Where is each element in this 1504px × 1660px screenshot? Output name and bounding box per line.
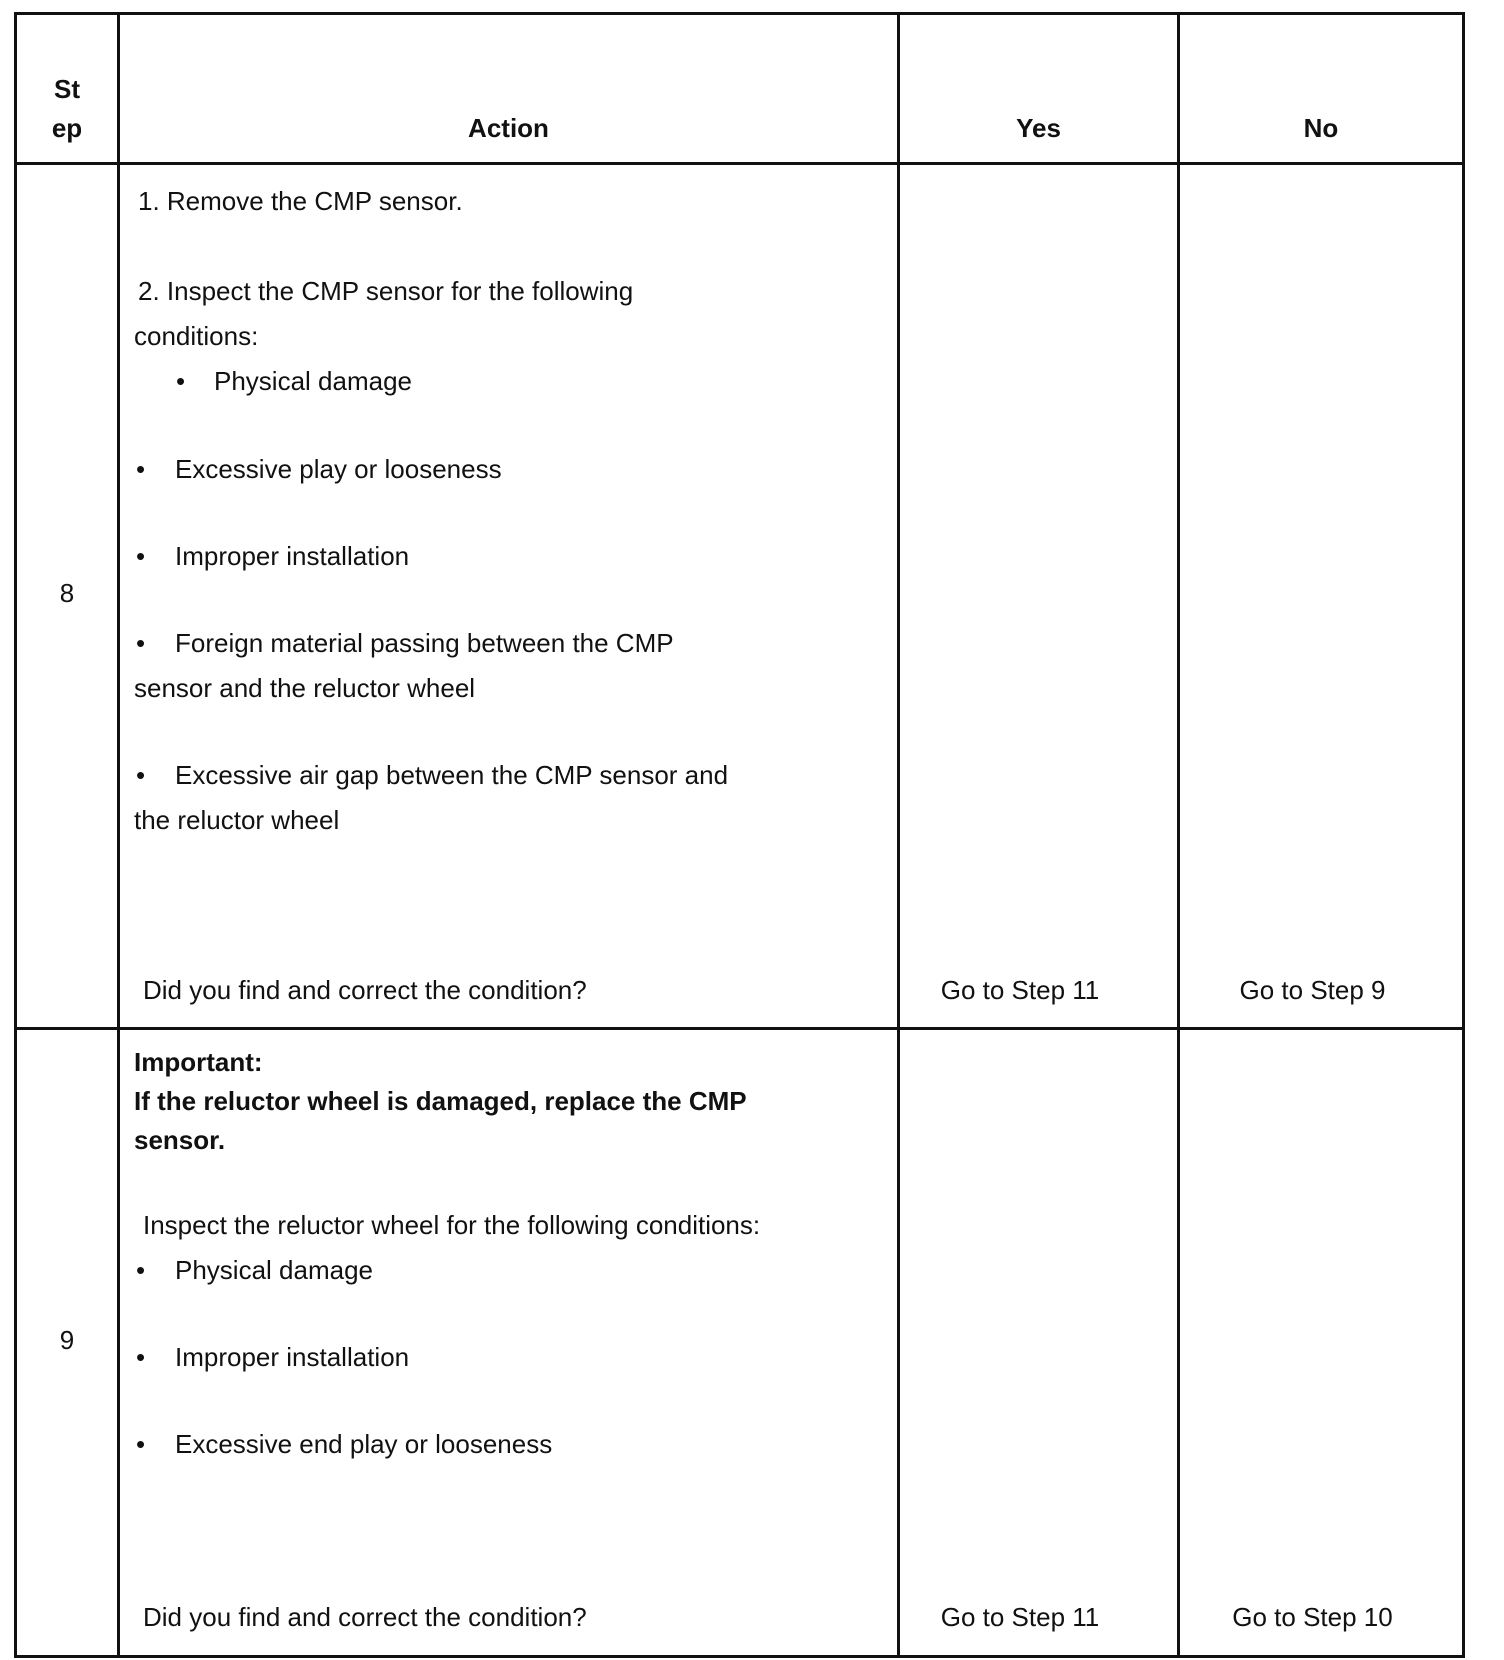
bullet-text: Physical damage bbox=[214, 366, 412, 396]
header-step-line2: ep bbox=[51, 113, 83, 143]
step-number: 9 bbox=[59, 1325, 75, 1355]
bullet-text: Improper installation bbox=[175, 1342, 410, 1372]
bullet-icon: • bbox=[136, 1429, 146, 1459]
column-divider-yes bbox=[1177, 12, 1180, 1658]
important-note: If the reluctor wheel is damaged, replace the CMP bbox=[134, 1086, 747, 1116]
important-label: Important: bbox=[134, 1047, 263, 1077]
table-border-left bbox=[14, 12, 17, 1658]
bullet-text: Excessive play or looseness bbox=[175, 454, 502, 484]
action-item-continuation: conditions: bbox=[134, 321, 259, 351]
no-result: Go to Step 10 bbox=[1232, 1602, 1393, 1632]
column-divider-action bbox=[897, 12, 900, 1658]
header-action: Action bbox=[468, 113, 549, 143]
table-border-top bbox=[14, 12, 1465, 15]
action-item: 1. Remove the CMP sensor. bbox=[138, 186, 463, 216]
question-text: Did you find and correct the condition? bbox=[143, 975, 587, 1005]
bullet-text-continuation: the reluctor wheel bbox=[134, 805, 340, 835]
column-divider-step bbox=[117, 12, 120, 1658]
header-yes: Yes bbox=[1016, 113, 1061, 143]
no-result: Go to Step 9 bbox=[1239, 975, 1386, 1005]
bullet-text: Excessive end play or looseness bbox=[175, 1429, 553, 1459]
bullet-icon: • bbox=[136, 541, 146, 571]
bullet-text-continuation: sensor and the reluctor wheel bbox=[134, 673, 476, 703]
bullet-icon: • bbox=[176, 366, 186, 396]
header-divider bbox=[14, 162, 1465, 165]
yes-result: Go to Step 11 bbox=[940, 1602, 1100, 1632]
step-number: 8 bbox=[59, 578, 75, 608]
bullet-text: Physical damage bbox=[175, 1255, 373, 1285]
header-no: No bbox=[1303, 113, 1339, 143]
bullet-icon: • bbox=[136, 1255, 146, 1285]
bullet-text: Excessive air gap between the CMP sensor and bbox=[175, 760, 729, 790]
bullet-icon: • bbox=[136, 454, 146, 484]
table-border-bottom bbox=[14, 1655, 1465, 1658]
bullet-text: Foreign material passing between the CMP bbox=[175, 628, 674, 658]
bullet-icon: • bbox=[136, 628, 146, 658]
header-step-line1: St bbox=[54, 74, 80, 104]
question-text: Did you find and correct the condition? bbox=[143, 1602, 587, 1632]
bullet-icon: • bbox=[136, 760, 146, 790]
bullet-text: Improper installation bbox=[175, 541, 410, 571]
yes-result: Go to Step 11 bbox=[940, 975, 1100, 1005]
action-item: 2. Inspect the CMP sensor for the following bbox=[138, 276, 634, 306]
row-divider bbox=[14, 1027, 1465, 1030]
important-note-continuation: sensor. bbox=[134, 1125, 226, 1155]
bullet-icon: • bbox=[136, 1342, 146, 1372]
action-intro: Inspect the reluctor wheel for the following conditions: bbox=[143, 1210, 761, 1240]
table-border-right bbox=[1462, 12, 1465, 1658]
